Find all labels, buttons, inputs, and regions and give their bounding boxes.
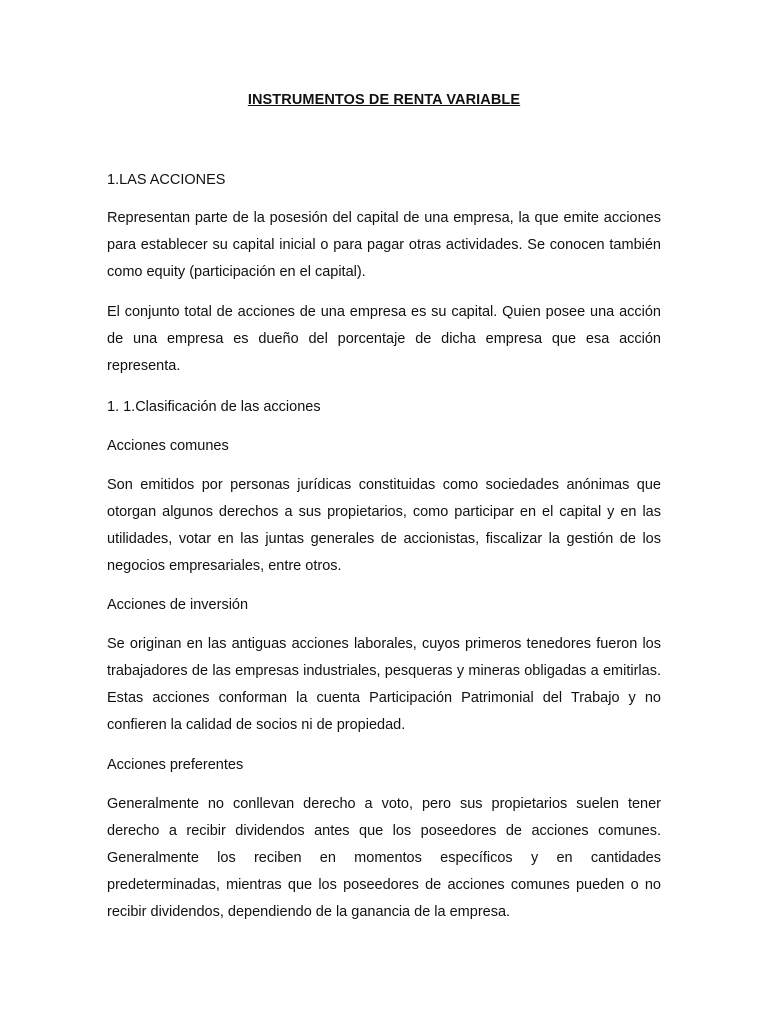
section-heading-las-acciones: 1.LAS ACCIONES [107,172,226,188]
paragraph-capital: El conjunto total de acciones de una empresa es su capital. Quien posee una acción de una empresa es dueño del porcentaje de dicha empresa que esa acción representa. [107,304,661,374]
heading-acciones-preferentes: Acciones preferentes [107,757,244,773]
subsection-heading-clasificacion: 1. 1.Clasificación de las acciones [107,399,321,415]
heading-acciones-comunes: Acciones comunes [107,438,229,454]
paragraph-acciones-inversion: Se originan en las antiguas acciones laborales, cuyos primeros tenedores fueron los trabajadores de las empresas industriales, pesqueras y mineras obligadas a emitirlas. Estas acciones conforman la cuenta Participación Patrimonial del Trabajo y no confieren la calidad de socios ni de propiedad. [107,636,661,733]
paragraph-definition: Representan parte de la posesión del capital de una empresa, la que emite acciones para establecer su capital inicial o para pagar otras actividades. Se conocen también como equity (participación en el capital). [107,210,661,280]
document-title: INSTRUMENTOS DE RENTA VARIABLE [247,92,521,108]
heading-acciones-inversion: Acciones de inversión [107,597,249,613]
paragraph-acciones-comunes: Son emitidos por personas jurídicas constituidas como sociedades anónimas que otorgan algunos derechos a sus propietarios, como participar en el capital y en las utilidades, votar en las juntas generales de accionistas, fiscalizar la gestión de los negocios empresariales, entre otros. [107,477,661,574]
paragraph-acciones-preferentes: Generalmente no conllevan derecho a voto, pero sus propietarios suelen tener derecho a recibir dividendos antes que los poseedores de acciones comunes. Generalmente los reciben en momentos específicos y en cantidades predeterminadas, mientras que los poseedores de acciones comunes pueden o no recibir dividendos, dependiendo de la ganancia de la empresa. [107,796,661,920]
